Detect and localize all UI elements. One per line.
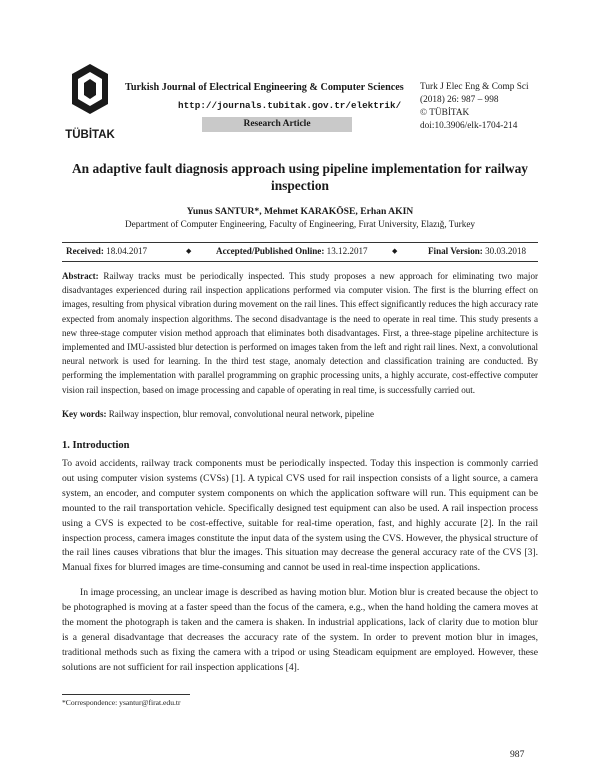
abstract: [62, 269, 538, 397]
dates-bottom-rule: [62, 261, 538, 262]
citation-journal: Turk J Elec Eng & Comp Sci: [420, 82, 529, 92]
citation-volume: (2018) 26: 987 – 998: [420, 95, 499, 105]
keywords-label: Key words:: [62, 409, 107, 419]
page-number: 987: [510, 749, 525, 760]
article-dates: [66, 246, 536, 260]
received-date: 18.04.2017: [106, 246, 148, 256]
keywords: [62, 409, 538, 419]
logo-wordmark: TÜBİTAK: [65, 129, 115, 141]
journal-url-link[interactable]: http://journals.tubitak.gov.tr/elektrik/: [178, 100, 402, 111]
final-date: 30.03.2018: [485, 246, 527, 256]
citation-doi[interactable]: doi:10.3906/elk-1704-214: [420, 121, 518, 131]
abstract-text: Railway tracks must be periodically inspected. This study proposes a new approach for eliminating two major disadvantages experienced during rail inspection applications performed via computer vision. The first is the blurring effect on images, resulting from physical vibration during movement on the rail lines. This effect significantly reduces the high accuracy rate expected from anomaly inspection algorithms. The second disadvantage is the need to operate in real time. This study presents a new three-stage computer vision method approach that eliminates both disadvantages. First, a three-stage pipeline architecture is implemented and IMU-assisted blur detection is performed on images taken from the left and right rail lines. Next, a convolutional neural network is used for learning. In the third test stage, anomaly detection and classification training are conducted. By performing the implementation with parallel programming on graphic processing units, a highly accurate, cost-effective computer vision rail inspection, based on image processing and capable of operating in real time, is successfully carried out.: [62, 271, 538, 395]
section-heading-introduction: 1. Introduction: [62, 440, 130, 451]
correspondence-footnote: *Correspondence: ysantur@firat.edu.tr: [62, 698, 181, 707]
received-label: Received:: [66, 246, 104, 256]
article-title: An adaptive fault diagnosis approach using pipeline implementation for railway inspection: [72, 161, 528, 193]
keywords-text: Railway inspection, blur removal, convolutional neural network, pipeline: [108, 409, 375, 419]
accepted-label: Accepted/Published Online:: [216, 246, 325, 256]
introduction-paragraph-1: To avoid accidents, railway track components must be periodically inspected. Today this inspection is commonly carried out using computer vision systems (CVSs) [1]. A typical CVS used for rail inspection consists of a light source, a camera system, an encoder, and computer system components on which the application software will run. This equipment can be mounted to the rail transportation vehicle. Specifically designed test equipment can also be used. A rail inspection process using a CVS is expected to be cost-effective, suitable for real-time operation, fast, and highly accurate [2]. In the rail inspection process, camera images constitute the input data of the system using the CVS. However, the physical structure of the rail lines causes vibrations that blur the images. This situation may decrease the general accuracy rate of the CVS [3]. Manual fixes for blurred images are time-consuming and cannot be used in real-time inspection applications.: [62, 458, 538, 574]
author-affiliation: Department of Computer Engineering, Faculty of Engineering, Fırat University, Elazığ, Turkey: [125, 219, 475, 229]
abstract-label: Abstract:: [62, 271, 99, 281]
final-label: Final Version:: [428, 246, 483, 256]
date-separator: ◆: [186, 247, 192, 255]
citation-copyright: © TÜBİTAK: [420, 108, 470, 118]
article-type-badge: Research Article: [202, 117, 352, 132]
introduction-paragraph-2: In image processing, an unclear image is described as having motion blur. Motion blur is created because the object to be photographed is moving at a faster speed than the focus of the camera, e.g., when the hand holding the camera moves at the moment the photograph is taken and the camera is shaken. In industrial applications, lack of clarity due to motion blur is a general disadvantage that decreases the accuracy rate of the system. In order to prevent motion blur in images, traditional methods such as fixing the camera with a tripod or using Steadicam equipment are employed. However, these solutions are not sufficient for rail inspection applications [4].: [62, 587, 538, 673]
journal-name: Turkish Journal of Electrical Engineering & Computer Sciences: [125, 82, 404, 93]
footnote-rule: [62, 694, 190, 695]
tubitak-logo: [62, 60, 118, 144]
accepted-date: 13.12.2017: [326, 246, 368, 256]
date-separator: ◆: [392, 247, 398, 255]
dates-top-rule: [62, 242, 538, 243]
article-authors: Yunus SANTUR*, Mehmet KARAKÖSE, Erhan AKIN: [186, 206, 414, 217]
